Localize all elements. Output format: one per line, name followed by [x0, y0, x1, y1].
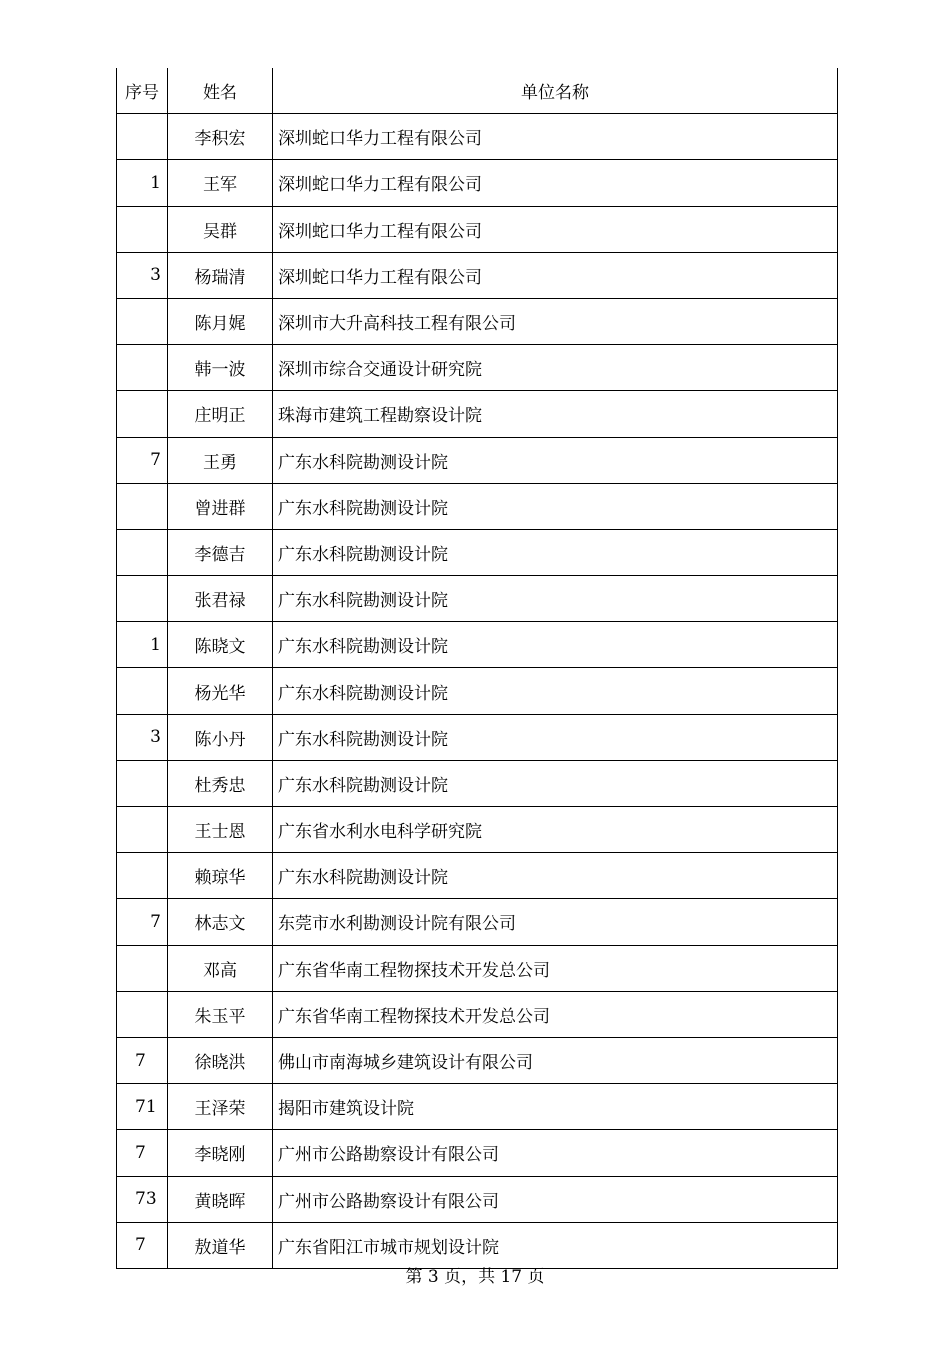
- unit-name-cell: 广东水科院勘测设计院: [273, 760, 838, 806]
- unit-name-cell: 广东水科院勘测设计院: [273, 668, 838, 714]
- name-cell: 杨光华: [168, 668, 273, 714]
- serial-number-cell: [117, 760, 168, 806]
- name-cell: 王勇: [168, 437, 273, 483]
- serial-number-cell: 1: [117, 622, 168, 668]
- serial-number-cell: 7: [117, 1130, 168, 1176]
- unit-name-cell: 广东水科院勘测设计院: [273, 576, 838, 622]
- name-cell: 王军: [168, 160, 273, 206]
- name-cell: 李德吉: [168, 529, 273, 575]
- unit-name-cell: 广东水科院勘测设计院: [273, 483, 838, 529]
- table-row: [117, 160, 838, 206]
- name-cell: 杜秀忠: [168, 760, 273, 806]
- name-cell: 韩一波: [168, 345, 273, 391]
- name-cell: 王泽荣: [168, 1084, 273, 1130]
- unit-name-cell: 广东水科院勘测设计院: [273, 529, 838, 575]
- serial-number-cell: [117, 483, 168, 529]
- table-row: [117, 714, 838, 760]
- name-cell: 李积宏: [168, 114, 273, 160]
- unit-name-cell: 广东水科院勘测设计院: [273, 437, 838, 483]
- name-cell: 王士恩: [168, 807, 273, 853]
- serial-number-cell: [117, 114, 168, 160]
- unit-name-cell: 深圳蛇口华力工程有限公司: [273, 114, 838, 160]
- serial-number-cell: [117, 853, 168, 899]
- serial-number-cell: 7: [117, 1037, 168, 1083]
- unit-name-cell: 广州市公路勘察设计有限公司: [273, 1130, 838, 1176]
- table-body: [117, 114, 838, 1269]
- name-cell: 徐晓洪: [168, 1037, 273, 1083]
- unit-name-cell: 揭阳市建筑设计院: [273, 1084, 838, 1130]
- table-row: [117, 206, 838, 252]
- table-row: [117, 1084, 838, 1130]
- table-row: [117, 576, 838, 622]
- table-row: [117, 668, 838, 714]
- table-row: [117, 807, 838, 853]
- name-cell: 陈小丹: [168, 714, 273, 760]
- table-row: [117, 298, 838, 344]
- unit-name-cell: 广东水科院勘测设计院: [273, 622, 838, 668]
- unit-name-cell: 深圳市大升高科技工程有限公司: [273, 298, 838, 344]
- serial-number-cell: [117, 529, 168, 575]
- serial-number-cell: [117, 576, 168, 622]
- name-cell: 李晓刚: [168, 1130, 273, 1176]
- header-unit-name: 单位名称: [273, 68, 838, 114]
- page-footer: 第 3 页，共 17 页: [405, 1267, 545, 1287]
- unit-name-cell: 东莞市水利勘测设计院有限公司: [273, 899, 838, 945]
- name-cell: 邓高: [168, 945, 273, 991]
- table-row: [117, 391, 838, 437]
- table-row: [117, 1176, 838, 1222]
- unit-name-cell: 广东省华南工程物探技术开发总公司: [273, 945, 838, 991]
- serial-number-cell: 73: [117, 1176, 168, 1222]
- name-cell: 敖道华: [168, 1222, 273, 1268]
- serial-number-cell: 7: [117, 437, 168, 483]
- unit-name-cell: 广东省华南工程物探技术开发总公司: [273, 991, 838, 1037]
- table-row: [117, 437, 838, 483]
- table-row: [117, 1037, 838, 1083]
- unit-name-cell: 珠海市建筑工程勘察设计院: [273, 391, 838, 437]
- table-row: [117, 483, 838, 529]
- unit-name-cell: 广州市公路勘察设计有限公司: [273, 1176, 838, 1222]
- name-cell: 张君禄: [168, 576, 273, 622]
- serial-number-cell: [117, 668, 168, 714]
- name-cell: 曾进群: [168, 483, 273, 529]
- serial-number-cell: 3: [117, 252, 168, 298]
- unit-name-cell: 深圳市综合交通设计研究院: [273, 345, 838, 391]
- table-row: [117, 899, 838, 945]
- unit-name-cell: 广东省阳江市城市规划设计院: [273, 1222, 838, 1268]
- name-cell: 庄明正: [168, 391, 273, 437]
- name-cell: 朱玉平: [168, 991, 273, 1037]
- name-cell: 赖琼华: [168, 853, 273, 899]
- serial-number-cell: 71: [117, 1084, 168, 1130]
- table-row: [117, 345, 838, 391]
- serial-number-cell: 7: [117, 1222, 168, 1268]
- table-row: [117, 760, 838, 806]
- unit-name-cell: 广东水科院勘测设计院: [273, 714, 838, 760]
- serial-number-cell: [117, 298, 168, 344]
- unit-name-cell: 深圳蛇口华力工程有限公司: [273, 160, 838, 206]
- serial-number-cell: 3: [117, 714, 168, 760]
- unit-name-cell: 深圳蛇口华力工程有限公司: [273, 252, 838, 298]
- serial-number-cell: [117, 945, 168, 991]
- table-row: [117, 114, 838, 160]
- serial-number-cell: [117, 206, 168, 252]
- serial-number-cell: [117, 807, 168, 853]
- header-serial-number: 序号: [117, 68, 168, 114]
- table-row: [117, 529, 838, 575]
- table-row: [117, 252, 838, 298]
- unit-name-cell: 广东水科院勘测设计院: [273, 853, 838, 899]
- name-cell: 林志文: [168, 899, 273, 945]
- table-row: [117, 622, 838, 668]
- unit-name-cell: 广东省水利水电科学研究院: [273, 807, 838, 853]
- name-cell: 吴群: [168, 206, 273, 252]
- serial-number-cell: [117, 345, 168, 391]
- header-row: [117, 68, 838, 114]
- roster-table: [116, 68, 838, 1269]
- table-row: [117, 1130, 838, 1176]
- unit-name-cell: 佛山市南海城乡建筑设计有限公司: [273, 1037, 838, 1083]
- name-cell: 陈月娓: [168, 298, 273, 344]
- serial-number-cell: [117, 391, 168, 437]
- serial-number-cell: [117, 991, 168, 1037]
- name-cell: 黄晓晖: [168, 1176, 273, 1222]
- serial-number-cell: 1: [117, 160, 168, 206]
- header-name: 姓名: [168, 68, 273, 114]
- name-cell: 陈晓文: [168, 622, 273, 668]
- table-row: [117, 945, 838, 991]
- unit-name-cell: 深圳蛇口华力工程有限公司: [273, 206, 838, 252]
- name-cell: 杨瑞清: [168, 252, 273, 298]
- table-row: [117, 853, 838, 899]
- table-row: [117, 991, 838, 1037]
- serial-number-cell: 7: [117, 899, 168, 945]
- roster-sheet: [116, 68, 834, 1269]
